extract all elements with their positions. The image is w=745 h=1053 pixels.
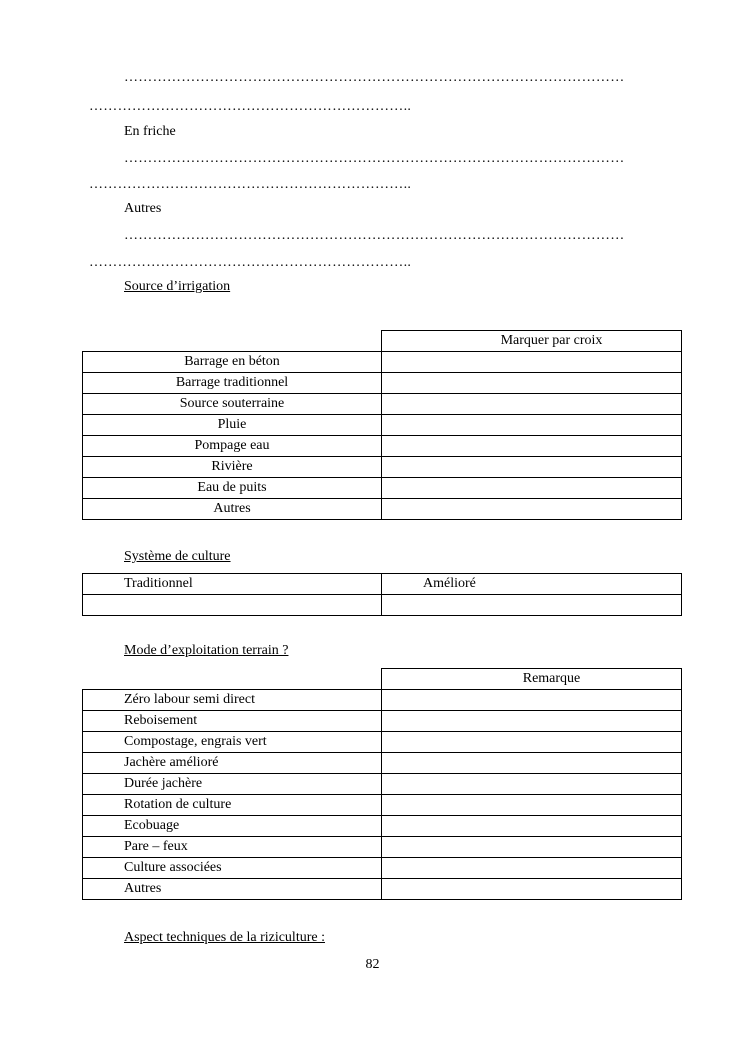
dotted-line: ………………………………………………………….. — [89, 99, 412, 114]
row-label: Rotation de culture — [83, 795, 382, 816]
table-header-row — [83, 669, 682, 690]
row-label: Zéro labour semi direct — [83, 690, 382, 711]
row-label: Barrage en béton — [83, 352, 382, 373]
table-row — [83, 879, 682, 900]
section-title-exploitation: Mode d’exploitation terrain ? — [124, 643, 289, 658]
mark-cell[interactable] — [382, 595, 682, 616]
remark-cell[interactable] — [382, 690, 682, 711]
dotted-line: …………………………………………………………………………………………… — [124, 228, 625, 243]
culture-table — [82, 573, 682, 616]
row-label: Autres — [83, 879, 382, 900]
table-header-cell: Remarque — [382, 669, 682, 690]
table-header-row — [83, 331, 682, 352]
table-row — [83, 457, 682, 478]
row-label: Culture associées — [83, 858, 382, 879]
remark-cell[interactable] — [382, 879, 682, 900]
mark-cell[interactable] — [382, 394, 682, 415]
dotted-line: …………………………………………………………………………………………… — [124, 70, 625, 85]
remark-cell[interactable] — [382, 858, 682, 879]
mark-cell[interactable] — [382, 499, 682, 520]
row-label: Source souterraine — [83, 394, 382, 415]
remark-cell[interactable] — [382, 711, 682, 732]
row-label: Jachère amélioré — [83, 753, 382, 774]
irrigation-table — [82, 330, 682, 520]
table-row — [83, 774, 682, 795]
table-row — [83, 711, 682, 732]
remark-cell[interactable] — [382, 732, 682, 753]
table-row — [83, 415, 682, 436]
table-row — [83, 499, 682, 520]
dotted-line: …………………………………………………………………………………………… — [124, 151, 625, 166]
label-autres: Autres — [124, 201, 162, 216]
remark-cell[interactable] — [382, 816, 682, 837]
row-label: Pare – feux — [83, 837, 382, 858]
table-row — [83, 858, 682, 879]
row-label: Reboisement — [83, 711, 382, 732]
mark-cell[interactable] — [382, 415, 682, 436]
table-row — [83, 690, 682, 711]
row-label: Rivière — [83, 457, 382, 478]
mark-cell[interactable] — [83, 595, 382, 616]
table-row — [83, 478, 682, 499]
row-label: Barrage traditionnel — [83, 373, 382, 394]
exploitation-table — [82, 668, 682, 900]
table-header-cell: Amélioré — [382, 574, 682, 595]
label-en-friche: En friche — [124, 124, 176, 139]
remark-cell[interactable] — [382, 837, 682, 858]
table-row — [83, 795, 682, 816]
empty-cell — [83, 669, 382, 690]
table-row — [83, 732, 682, 753]
row-label: Ecobuage — [83, 816, 382, 837]
table-row — [83, 394, 682, 415]
empty-cell — [83, 331, 382, 352]
row-label: Compostage, engrais vert — [83, 732, 382, 753]
mark-cell[interactable] — [382, 373, 682, 394]
table-row — [83, 753, 682, 774]
table-header-row — [83, 574, 682, 595]
table-row — [83, 837, 682, 858]
remark-cell[interactable] — [382, 795, 682, 816]
dotted-line: ………………………………………………………….. — [89, 177, 412, 192]
table-row — [83, 816, 682, 837]
table-row — [83, 352, 682, 373]
row-label: Pompage eau — [83, 436, 382, 457]
table-header-cell: Traditionnel — [83, 574, 382, 595]
row-label: Eau de puits — [83, 478, 382, 499]
mark-cell[interactable] — [382, 457, 682, 478]
table-header-cell: Marquer par croix — [382, 331, 682, 352]
remark-cell[interactable] — [382, 774, 682, 795]
table-row — [83, 595, 682, 616]
section-title-irrigation: Source d’irrigation — [124, 279, 231, 294]
row-label: Durée jachère — [83, 774, 382, 795]
section-title-aspect: Aspect techniques de la riziculture : — [124, 930, 325, 945]
row-label: Autres — [83, 499, 382, 520]
dotted-line: ………………………………………………………….. — [89, 255, 412, 270]
remark-cell[interactable] — [382, 753, 682, 774]
section-title-culture: Système de culture — [124, 549, 231, 564]
table-row — [83, 373, 682, 394]
table-row — [83, 436, 682, 457]
mark-cell[interactable] — [382, 436, 682, 457]
page-number: 82 — [365, 957, 380, 972]
row-label: Pluie — [83, 415, 382, 436]
mark-cell[interactable] — [382, 478, 682, 499]
mark-cell[interactable] — [382, 352, 682, 373]
